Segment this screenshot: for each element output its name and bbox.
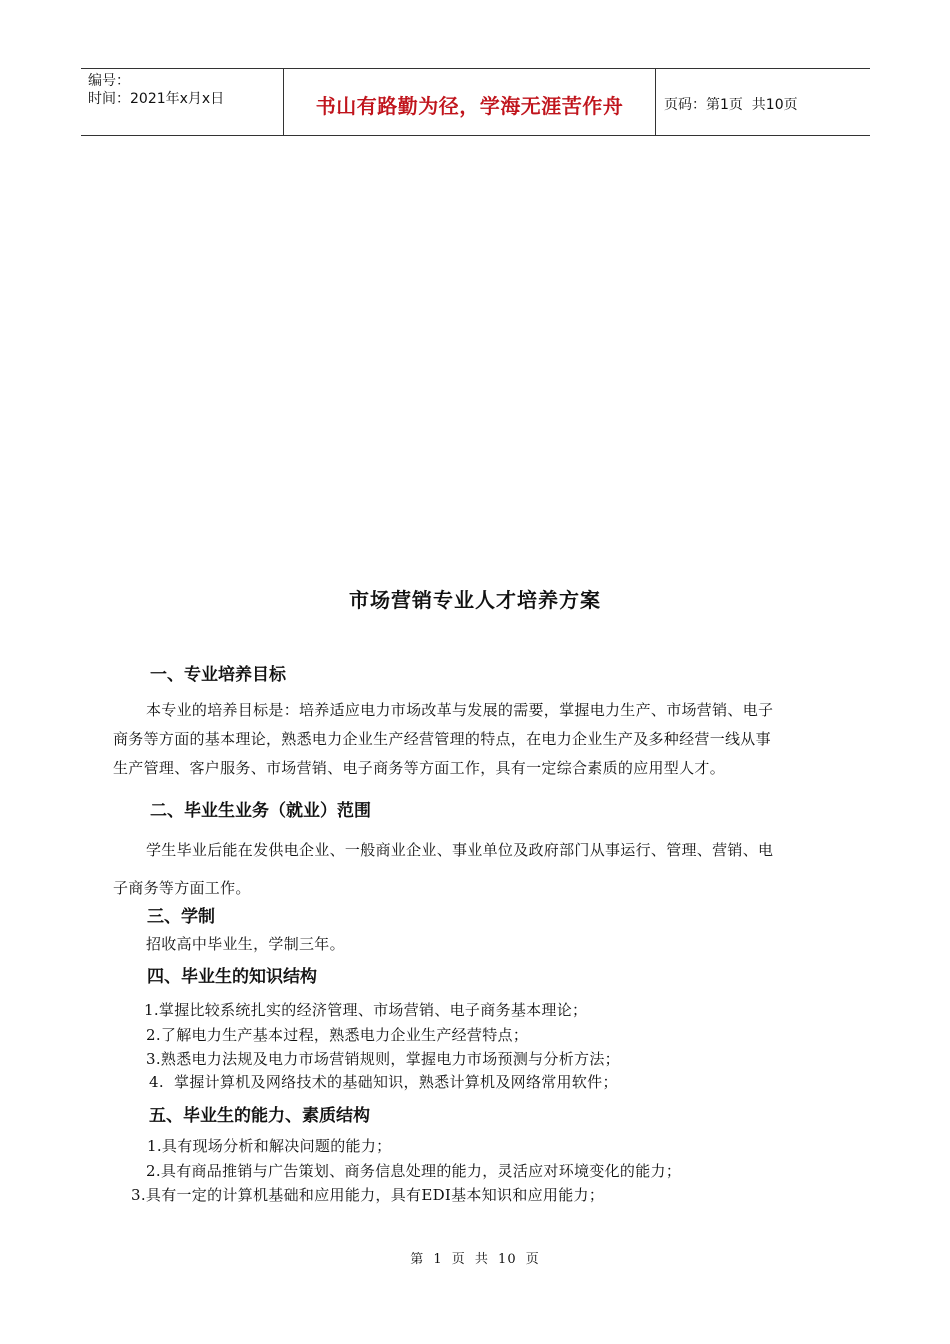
paragraph-line: 商务等方面的基本理论，熟悉电力企业生产经营管理的特点，在电力企业生产及多种经营一线从事 — [113, 730, 771, 748]
paragraph-line: 生产管理、客户服务、市场营销、电子商务等方面工作，具有一定综合素质的应用型人才。 — [113, 759, 726, 777]
list-item: 1.具有现场分析和解决问题的能力； — [147, 1137, 392, 1155]
list-item: 4. 掌握计算机及网络技术的基础知识，熟悉计算机及网络常用软件； — [149, 1073, 618, 1091]
document-title: 市场营销专业人才培养方案 — [349, 588, 601, 612]
time-label: 时间：2021年x月x日 — [88, 91, 225, 107]
number-label: 编号： — [88, 73, 130, 89]
list-item: 1.掌握比较系统扎实的经济管理、市场营销、电子商务基本理论； — [144, 1001, 588, 1019]
motto: 书山有路勤为径，学海无涯苦作舟 — [315, 93, 624, 118]
header-meta — [81, 69, 283, 135]
list-item: 2.具有商品推销与广告策划、商务信息处理的能力，灵活应对环境变化的能力； — [146, 1162, 682, 1180]
list-item: 2.了解电力生产基本过程，熟悉电力企业生产经营特点； — [146, 1026, 529, 1044]
section-paragraph — [113, 696, 838, 783]
header-table — [81, 68, 870, 136]
page-info: 页码：第1页 共10页 — [664, 97, 798, 113]
header-motto-cell — [283, 69, 656, 135]
section-heading: 一、专业培养目标 — [150, 665, 286, 685]
list-item: 3.具有一定的计算机基础和应用能力，具有EDI基本知识和应用能力； — [131, 1186, 605, 1204]
paragraph-line: 子商务等方面工作。 — [113, 879, 251, 897]
list-item: 3.熟悉电力法规及电力市场营销规则，掌握电力市场预测与分析方法； — [146, 1050, 620, 1068]
section-heading: 三、学制 — [147, 907, 215, 927]
section-heading: 五、毕业生的能力、素质结构 — [149, 1106, 370, 1126]
paragraph-line: 招收高中毕业生，学制三年。 — [146, 935, 345, 953]
section-paragraph — [113, 831, 838, 907]
paragraph-line: 本专业的培养目标是：培养适应电力市场改革与发展的需要，掌握电力生产、市场营销、电子 — [146, 701, 774, 719]
section-heading: 二、毕业生业务（就业）范围 — [150, 801, 371, 821]
section-heading: 四、毕业生的知识结构 — [147, 967, 317, 987]
header-page-info — [656, 69, 870, 135]
page-footer: 第 1 页 共 10 页 — [410, 1252, 540, 1267]
paragraph-line: 学生毕业后能在发供电企业、一般商业企业、事业单位及政府部门从事运行、管理、营销、电 — [146, 841, 774, 859]
